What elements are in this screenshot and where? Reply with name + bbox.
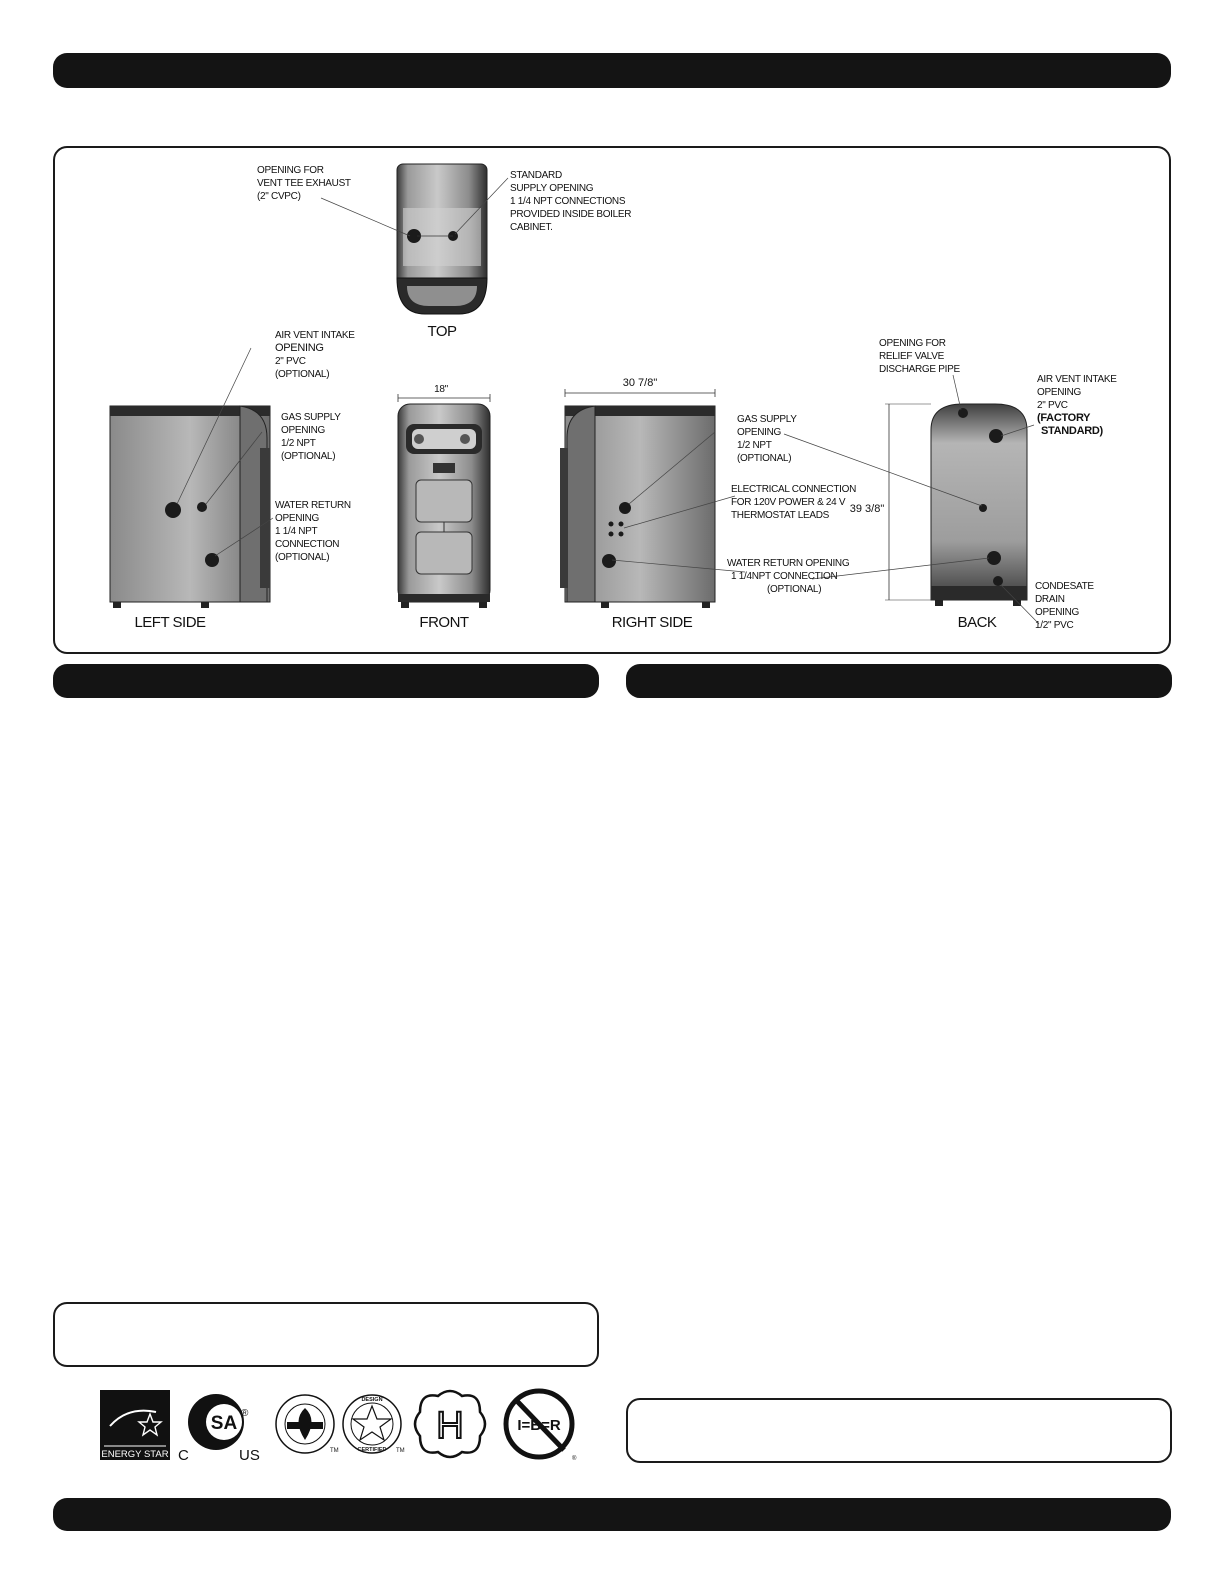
callout-right-gas-supply: GAS SUPPLY OPENING 1/2 NPT (OPTIONAL) <box>737 414 797 464</box>
top-header-bar <box>53 53 1171 88</box>
top-view <box>397 164 487 340</box>
right-side-view <box>560 377 715 631</box>
right-note-box <box>626 1398 1172 1463</box>
svg-text:US: US <box>239 1447 260 1464</box>
ibr-logo <box>506 1391 577 1462</box>
svg-text:TM: TM <box>330 1448 339 1454</box>
callout-vent-tee-exhaust: OPENING FOR VENT TEE EXHAUST (2" CVPC) <box>257 165 351 202</box>
left-side-view-title: LEFT SIDE <box>134 614 206 631</box>
svg-text:H: H <box>436 1405 464 1447</box>
front-width-dimension: 18" <box>434 384 448 395</box>
callout-left-water-return: WATER RETURN OPENING 1 1/4 NPT CONNECTION (OPTIONAL) <box>275 500 351 563</box>
callout-standard-supply: STANDARD SUPPLY OPENING 1 1/4 NPT CONNECTIONS PROVIDED INSIDE BOILER CABINET. <box>510 170 632 233</box>
back-view <box>850 404 1027 631</box>
side-depth-dimension: 30 7/8" <box>622 377 658 389</box>
callout-back-air-vent: AIR VENT INTAKE OPENING 2" PVC (FACTORY STANDARD) <box>1037 374 1117 437</box>
left-side-view <box>110 406 270 631</box>
callout-left-gas-supply: GAS SUPPLY OPENING 1/2 NPT (OPTIONAL) <box>281 412 341 462</box>
design-certified-logo <box>343 1395 405 1454</box>
front-view <box>398 384 490 631</box>
svg-text:®: ® <box>572 1456 577 1462</box>
callout-right-water-return: WATER RETURN OPENING 1 1/4NPT CONNECTION (OPTIONAL) <box>727 558 850 595</box>
certification-logos <box>98 1388 588 1468</box>
energy-star-logo <box>100 1390 170 1460</box>
callout-electrical-connection: ELECTRICAL CONNECTION FOR 120V POWER & 24 V THERMOSTAT LEADS <box>731 484 857 521</box>
svg-text:I=B=R: I=B=R <box>517 1417 561 1434</box>
asme-h-stamp-logo <box>415 1391 485 1457</box>
back-view-title: BACK <box>957 614 997 631</box>
csa-logo <box>178 1394 260 1464</box>
dimensions-diagram-panel <box>53 146 1171 654</box>
svg-text:DESIGN: DESIGN <box>361 1397 383 1403</box>
height-dimension: 39 3/8" <box>849 503 885 515</box>
left-note-box <box>53 1302 599 1367</box>
right-section-header-bar <box>626 664 1172 698</box>
left-section-header-bar <box>53 664 599 698</box>
right-side-view-title: RIGHT SIDE <box>611 614 693 631</box>
svg-text:C: C <box>178 1447 189 1464</box>
boiler-dimension-diagram <box>55 148 1169 652</box>
front-view-title: FRONT <box>419 614 469 631</box>
svg-text:TM: TM <box>396 1448 405 1454</box>
callout-condensate-drain: CONDESATE DRAIN OPENING 1/2" PVC <box>1035 581 1094 631</box>
svg-text:SA: SA <box>210 1413 238 1434</box>
bottom-footer-bar <box>53 1498 1171 1531</box>
svg-text:CERTIFIED: CERTIFIED <box>357 1447 387 1453</box>
svg-text:®: ® <box>241 1408 249 1419</box>
svg-text:ENERGY STAR: ENERGY STAR <box>101 1449 169 1460</box>
callout-left-air-vent: AIR VENT INTAKE OPENING 2" PVC (OPTIONAL) <box>275 330 355 380</box>
callout-relief-valve: OPENING FOR RELIEF VALVE DISCHARGE PIPE <box>879 338 960 375</box>
gas-seal-logo <box>276 1395 339 1454</box>
top-view-title: TOP <box>427 323 457 340</box>
